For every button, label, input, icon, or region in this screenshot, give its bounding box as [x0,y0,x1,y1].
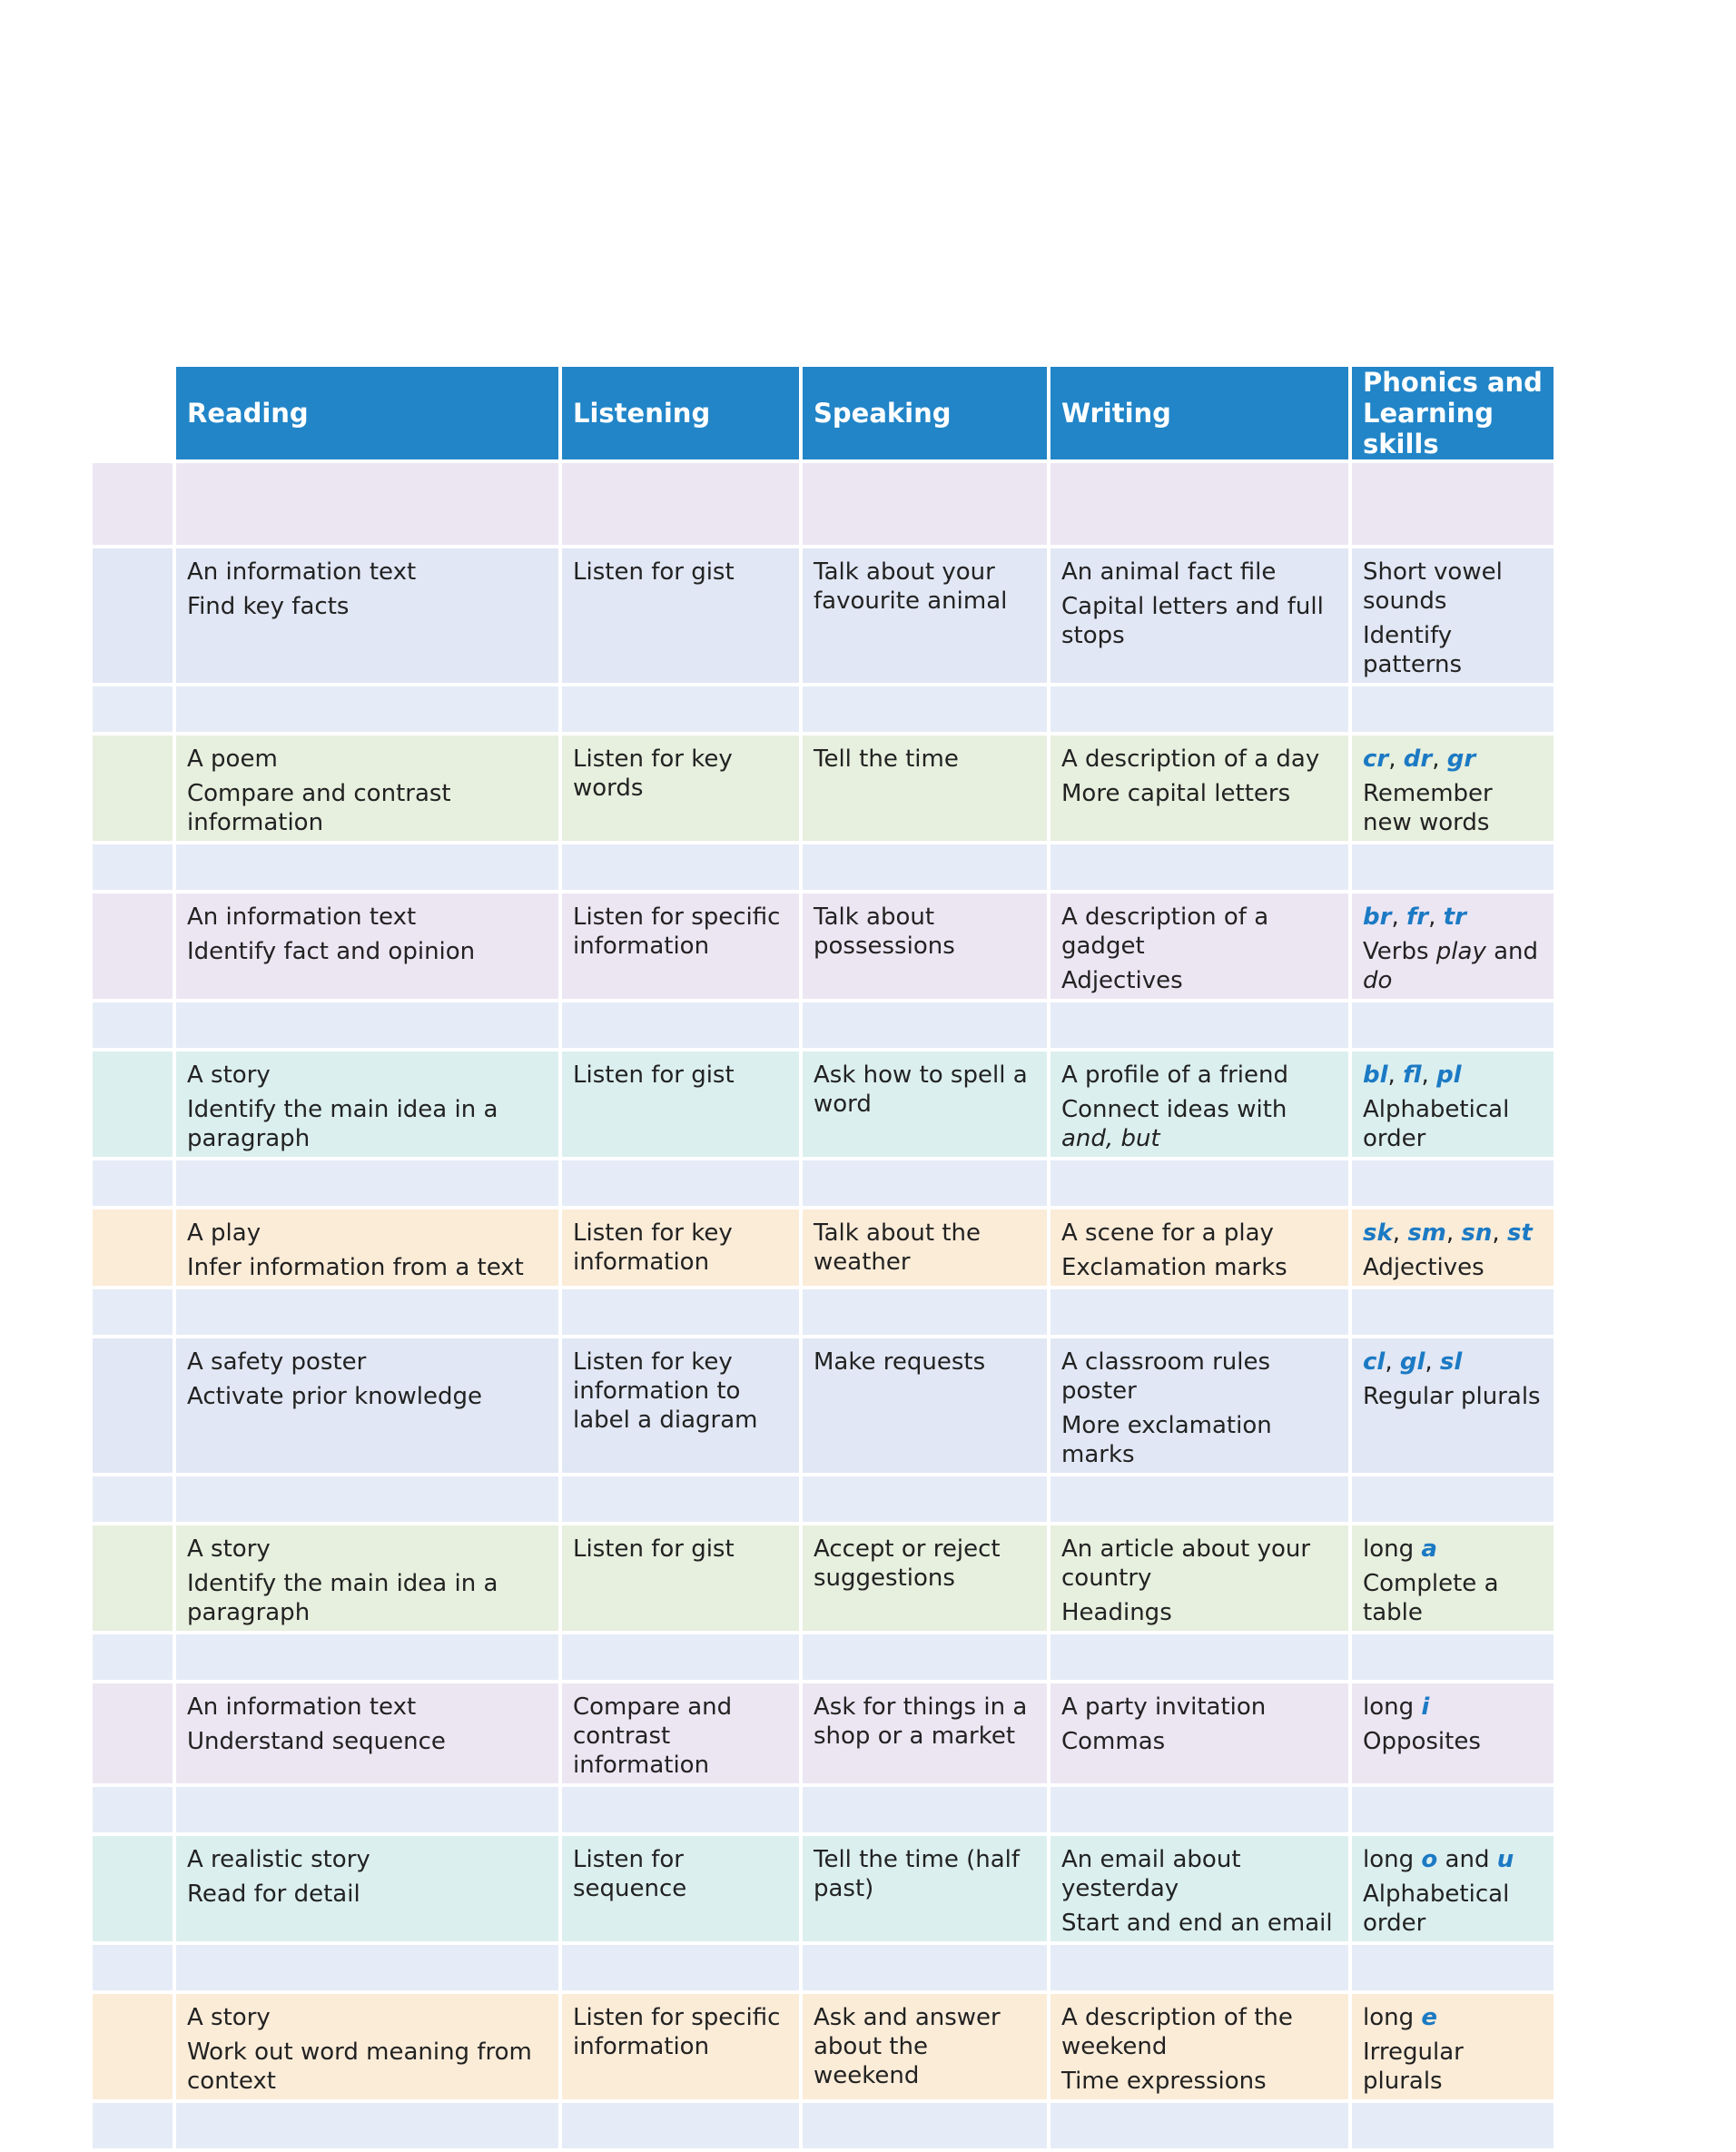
cell-line [1363,1061,1543,1090]
cell-line: An information text [187,558,417,586]
spacer-cell [560,2101,801,2150]
cell-line: Listen for key information to label a diagram [573,1348,758,1434]
spacer-cell [801,843,1049,892]
cell-line: A story [187,1535,271,1563]
table-row [91,547,1555,685]
spacer-cell [560,1475,801,1524]
text-part: and [1485,938,1539,965]
phonics-cell [1350,1050,1555,1159]
reading-cell [174,1682,560,1785]
spacer-cell [1049,461,1350,547]
spacer-cell [560,461,801,547]
spacer-row [91,1001,1555,1050]
listening-cell [560,1337,801,1475]
spacer-cell [560,1943,801,1992]
cell-line: Activate prior knowledge [187,1383,483,1410]
writing-cell [1049,1208,1350,1288]
cell-line: A play [187,1219,261,1247]
writing-cell [1049,1834,1350,1943]
table-row [91,1208,1555,1288]
cell-line: A description of a gadget [1061,903,1269,960]
writing-cell [1049,1050,1350,1159]
spacer-row [91,1943,1555,1992]
row-edge-cell [91,892,174,1001]
cell-line: Listen for key information [573,1219,733,1276]
spacer-cell [1049,2101,1350,2150]
cell-line: Listen for sequence [573,1846,687,1902]
row-edge-cell [91,1337,174,1475]
reading-cell [174,892,560,1001]
phonics-sound: gr [1446,745,1476,773]
cell-line: Find key facts [187,593,350,620]
cell-line: Talk about the weather [814,1219,981,1276]
header-phonics: Phonics and Learning skills [1350,365,1555,461]
cell-line: A description of the weekend [1061,2004,1293,2060]
phonics-sound: sl [1439,1348,1463,1376]
cell-line [1363,1535,1543,1564]
phonics-sound: a [1421,1535,1437,1563]
spacer-cell [91,685,174,734]
text-part: , [1391,903,1406,931]
spacer-cell [1350,685,1555,734]
cell-line: Read for detail [187,1881,360,1908]
cell-line: Time expressions [1061,2068,1267,2095]
spacer-cell [801,1288,1049,1337]
reading-cell [174,1050,560,1159]
spacer-row [91,461,1555,547]
listening-cell [560,1682,801,1785]
spacer-cell [560,1633,801,1682]
cell-line: A scene for a play [1061,1219,1274,1247]
cell-line: A party invitation [1061,1693,1267,1721]
phonics-sound: cl [1363,1348,1386,1376]
text-part: long [1363,2004,1422,2031]
cell-line: Listen for key words [573,745,733,802]
cell-line: Commas [1061,1728,1166,1755]
cell-line: Ask for things in a shop or a market [814,1693,1028,1750]
text-part: and [1437,1846,1497,1873]
spacer-cell [174,1785,560,1834]
spacer-cell [1350,843,1555,892]
spacer-cell [91,461,174,547]
table-row [91,1992,1555,2101]
spacer-cell [560,685,801,734]
cell-line: Listen for specific information [573,2004,781,2060]
phonics-sound: sn [1461,1219,1493,1247]
cell-line: Make requests [814,1348,986,1376]
table-row [91,1834,1555,1943]
writing-cell [1049,547,1350,685]
text-part: long [1363,1846,1422,1873]
cell-line [1363,1253,1543,1282]
text-part: , [1425,1348,1440,1376]
speaking-cell [801,892,1049,1001]
table-row [91,1682,1555,1785]
spacer-cell [1350,2101,1555,2150]
spacer-cell [560,843,801,892]
text-part: Opposites [1363,1728,1481,1755]
cell-line: Exclamation marks [1061,1254,1287,1281]
cell-line: Accept or reject suggestions [814,1535,1001,1592]
speaking-cell [801,1208,1049,1288]
phonics-cell [1350,892,1555,1001]
writing-cell [1049,734,1350,843]
table-row [91,892,1555,1001]
cell-line: An information text [187,1693,417,1721]
row-edge-cell [91,1050,174,1159]
text-part: Identify patterns [1363,622,1463,678]
spacer-cell [1049,843,1350,892]
spacer-cell [560,1785,801,1834]
syllabus-body [91,461,1555,2150]
spacer-cell [174,1475,560,1524]
cell-line: More capital letters [1061,780,1291,807]
spacer-cell [1049,1001,1350,1050]
spacer-cell [1350,1288,1555,1337]
cell-line: Identify the main idea in a paragraph [187,1570,498,1626]
cell-line: An article about your country [1061,1535,1311,1592]
text-part: Remember new words [1363,780,1493,836]
cell-line: An animal fact file [1061,558,1277,586]
cell-line: A classroom rules poster [1061,1348,1271,1405]
text-part: Complete a table [1363,1570,1499,1626]
reading-cell [174,1208,560,1288]
text-part: Regular plurals [1363,1383,1541,1410]
syllabus-table [89,363,1557,2152]
phonics-sound: bl [1363,1061,1388,1089]
spacer-cell [560,1159,801,1208]
cell-line [1363,2003,1543,2032]
listening-cell [560,547,801,685]
listening-cell [560,892,801,1001]
text-part: A profile of a friend [1061,1061,1289,1089]
cell-line: Start and end an email [1061,1910,1333,1937]
phonics-sound: fl [1403,1061,1422,1089]
cell-line: Work out word meaning from context [187,2038,532,2095]
row-edge-cell [91,1524,174,1633]
phonics-sound: st [1506,1219,1533,1247]
spacer-cell [91,2101,174,2150]
cell-line [1363,1382,1543,1411]
cell-line [1363,1693,1543,1722]
writing-cell [1049,1524,1350,1633]
spacer-cell [174,2101,560,2150]
cell-line [1363,1347,1543,1377]
text-part: , [1385,1348,1400,1376]
phonics-cell [1350,1834,1555,1943]
cell-line [1061,1095,1337,1153]
spacer-cell [1350,1785,1555,1834]
row-edge-cell [91,1682,174,1785]
text-part: Irregular plurals [1363,2038,1464,2095]
phonics-cell [1350,1992,1555,2101]
cell-line [1363,1569,1543,1627]
phonics-cell [1350,1682,1555,1785]
speaking-cell [801,734,1049,843]
reading-cell [174,1524,560,1633]
italic-word: and, but [1061,1125,1160,1152]
text-part: , [1392,1219,1408,1247]
spacer-cell [1049,1785,1350,1834]
row-edge-cell [91,1992,174,2101]
text-part: , [1428,903,1444,931]
phonics-sound: i [1421,1693,1430,1721]
cell-line [1363,558,1543,616]
cell-line: A description of a day [1061,745,1320,773]
cell-line [1363,745,1543,774]
spacer-cell [174,1288,560,1337]
spacer-cell [91,1785,174,1834]
text-part: Verbs [1363,938,1436,965]
cell-line [1363,2038,1543,2096]
spacer-cell [801,1785,1049,1834]
spacer-cell [1049,685,1350,734]
phonics-cell [1350,547,1555,685]
writing-cell [1049,1337,1350,1475]
spacer-cell [1049,1475,1350,1524]
writing-cell [1049,892,1350,1001]
row-edge-cell [91,547,174,685]
spacer-cell [91,1475,174,1524]
cell-line: Listen for gist [573,1535,735,1563]
text-part: , [1387,1061,1404,1089]
cell-line: Compare and contrast information [573,1693,733,1779]
cell-line: Listen for specific information [573,903,781,960]
cell-line: Listen for gist [573,558,735,586]
cell-line: Ask how to spell a word [814,1061,1028,1118]
phonics-sound: cr [1363,745,1389,773]
reading-cell [174,1337,560,1475]
phonics-sound: br [1363,903,1392,931]
cell-line: More exclamation marks [1061,1412,1272,1468]
cell-line: Talk about your favourite animal [814,558,1008,615]
italic-word: play [1435,938,1486,965]
cell-line: Listen for gist [573,1061,735,1089]
spacer-cell [174,1159,560,1208]
writing-cell [1049,1682,1350,1785]
phonics-sound: fr [1406,903,1429,931]
cell-line [1363,1727,1543,1756]
spacer-cell [174,843,560,892]
phonics-sound: gl [1399,1348,1425,1376]
text-part: Alphabetical order [1363,1881,1510,1937]
phonics-sound: u [1496,1846,1514,1873]
spacer-cell [1049,1288,1350,1337]
spacer-cell [1350,1633,1555,1682]
listening-cell [560,1524,801,1633]
spacer-row [91,1288,1555,1337]
header-listening: Listening [560,365,801,461]
phonics-cell [1350,1524,1555,1633]
text-part: , [1492,1219,1507,1247]
cell-line: A story [187,1061,271,1089]
spacer-row [91,1159,1555,1208]
cell-line: A safety poster [187,1348,367,1376]
spacer-cell [1049,1943,1350,1992]
cell-line [1061,1061,1337,1090]
spacer-cell [1350,461,1555,547]
listening-cell [560,1050,801,1159]
row-edge-cell [91,734,174,843]
cell-line: Identify fact and opinion [187,938,476,965]
text-part: long [1363,1535,1422,1563]
spacer-cell [801,1001,1049,1050]
cell-line [1363,1219,1543,1248]
cell-line: An information text [187,903,417,931]
text-part: Short vowel sounds [1363,558,1503,615]
cell-line: Understand sequence [187,1728,446,1755]
table-row [91,734,1555,843]
listening-cell [560,1992,801,2101]
row-edge-cell [91,1834,174,1943]
cell-line: A story [187,2004,271,2031]
spacer-cell [801,1943,1049,1992]
spacer-row [91,2101,1555,2150]
reading-cell [174,734,560,843]
cell-line: A realistic story [187,1846,370,1873]
table-row [91,1050,1555,1159]
header-writing: Writing [1049,365,1350,461]
table-row [91,1524,1555,1633]
text-part: , [1388,745,1404,773]
cell-line [1363,1880,1543,1938]
spacer-cell [1350,1001,1555,1050]
speaking-cell [801,1524,1049,1633]
spacer-cell [174,1943,560,1992]
speaking-cell [801,1834,1049,1943]
text-part: , [1445,1219,1462,1247]
reading-cell [174,1992,560,2101]
spacer-cell [174,1633,560,1682]
text-part: , [1432,745,1447,773]
cell-line: An email about yesterday [1061,1846,1241,1902]
phonics-sound: e [1421,2004,1438,2031]
header-reading: Reading [174,365,560,461]
spacer-cell [801,461,1049,547]
phonics-sound: pl [1436,1061,1462,1089]
spacer-cell [1350,1159,1555,1208]
cell-line [1363,1095,1543,1153]
phonics-sound: dr [1403,745,1433,773]
header-corner [91,365,174,461]
spacer-cell [801,1475,1049,1524]
spacer-cell [174,685,560,734]
cell-line: Identify the main idea in a paragraph [187,1096,498,1152]
spacer-cell [91,1288,174,1337]
cell-line: Ask and answer about the weekend [814,2004,1001,2089]
cell-line: Headings [1061,1599,1172,1626]
phonics-sound: sk [1363,1219,1393,1247]
spacer-cell [801,1159,1049,1208]
phonics-cell [1350,1208,1555,1288]
cell-line [1363,903,1543,932]
spacer-row [91,1785,1555,1834]
cell-line: Compare and contrast information [187,780,451,836]
spacer-cell [174,1001,560,1050]
header-speaking: Speaking [801,365,1049,461]
spacer-cell [91,1001,174,1050]
cell-line [1363,621,1543,679]
spacer-cell [801,1633,1049,1682]
spacer-row [91,685,1555,734]
text-part: , [1421,1061,1437,1089]
listening-cell [560,1834,801,1943]
writing-cell [1049,1992,1350,2101]
phonics-sound: tr [1443,903,1466,931]
spacer-cell [801,2101,1049,2150]
speaking-cell [801,1337,1049,1475]
cell-line: Infer information from a text [187,1254,524,1281]
spacer-cell [560,1001,801,1050]
spacer-cell [91,1159,174,1208]
italic-word: do [1363,967,1393,994]
header-row [91,365,1555,461]
spacer-cell [91,1943,174,1992]
text-part: Adjectives [1363,1254,1484,1281]
spacer-cell [1049,1633,1350,1682]
cell-line: Talk about possessions [814,903,955,960]
cell-line: Tell the time (half past) [814,1846,1021,1902]
listening-cell [560,1208,801,1288]
cell-line [1363,937,1543,995]
cell-line: Capital letters and full stops [1061,593,1324,649]
spacer-cell [1049,1159,1350,1208]
phonics-sound: o [1421,1846,1438,1873]
cell-line: Adjectives [1061,967,1183,994]
text-part: Alphabetical order [1363,1096,1510,1152]
cell-line: Tell the time [814,745,959,773]
speaking-cell [801,1992,1049,2101]
cell-line [1363,779,1543,837]
spacer-cell [91,1633,174,1682]
text-part: long [1363,1693,1422,1721]
speaking-cell [801,547,1049,685]
reading-cell [174,547,560,685]
phonics-cell [1350,1337,1555,1475]
phonics-cell [1350,734,1555,843]
spacer-cell [801,685,1049,734]
spacer-row [91,1633,1555,1682]
table-row [91,1337,1555,1475]
spacer-row [91,1475,1555,1524]
spacer-cell [560,1288,801,1337]
spacer-row [91,843,1555,892]
cell-line [1363,1845,1543,1874]
phonics-sound: sm [1407,1219,1446,1247]
spacer-cell [91,843,174,892]
text-part: Connect ideas with [1061,1096,1287,1123]
reading-cell [174,1834,560,1943]
listening-cell [560,734,801,843]
speaking-cell [801,1682,1049,1785]
row-edge-cell [91,1208,174,1288]
spacer-cell [1350,1475,1555,1524]
spacer-cell [1350,1943,1555,1992]
spacer-cell [174,461,560,547]
cell-line: A poem [187,745,278,773]
speaking-cell [801,1050,1049,1159]
